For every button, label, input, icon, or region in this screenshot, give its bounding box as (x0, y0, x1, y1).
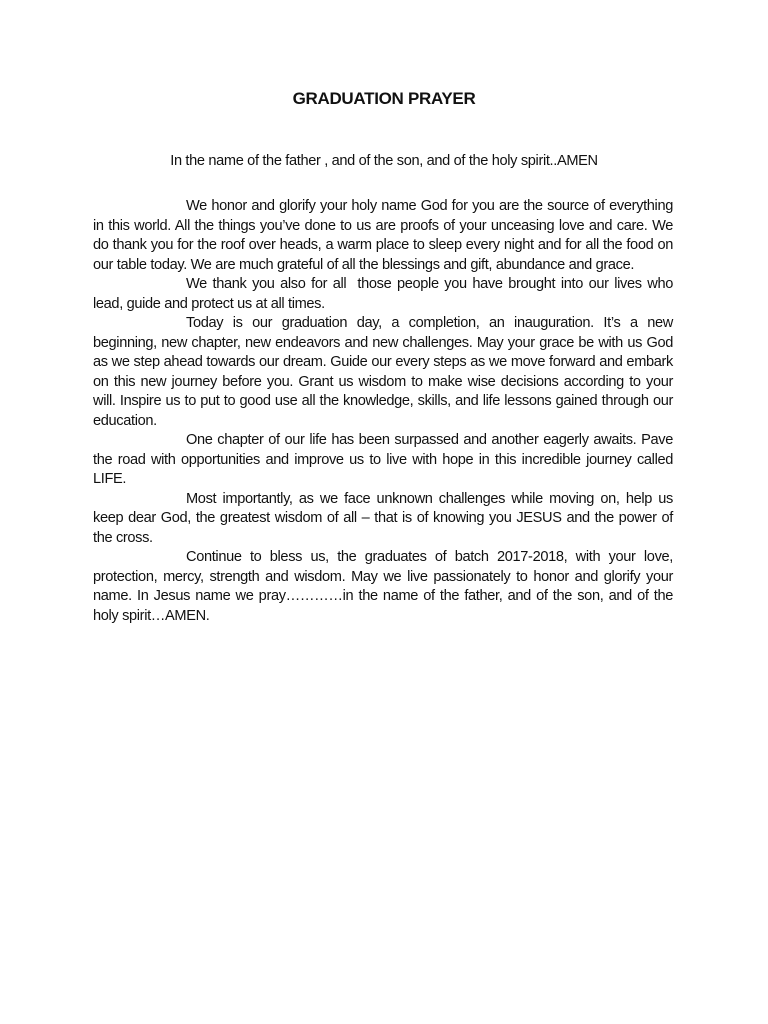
paragraph-3: Today is our graduation day, a completion, an inauguration. It’s a new beginning, new chapter, new endeavors and new challenges. May your grace be with us God as we step ahead towards our dream. Guide our every steps as we move forward and embark on this new journey before you. Grant us wisdom to make wise decisions according to your will. Inspire us to put to good use all the knowledge, skills, and life lessons gained through our education. (93, 315, 677, 429)
paragraph-1: We honor and glorify your holy name God for you are the source of everything in this world. All the things you’ve done to us are proofs of your unceasing love and care. We do thank you for the roof over heads, a warm place to sleep every night and for all the food on our table today. We are much grateful of all the blessings and gift, abundance and grace. (93, 198, 677, 273)
paragraph-5: Most importantly, as we face unknown challenges while moving on, help us keep dear God, the greatest wisdom of all – that is of knowing you JESUS and the power of the cross. (93, 490, 677, 546)
paragraph-6: Continue to bless us, the graduates of batch 2017-2018, with your love, protection, mercy, strength and wisdom. May we live passionately to honor and glorify your name. In Jesus name we pray…………in the name of the father, and of the son, and of the holy spirit…AMEN. (93, 549, 677, 624)
paragraph-4: One chapter of our life has been surpassed and another eagerly awaits. Pave the road with opportunities and improve us to live with hope in this incredible journey called LIFE. (93, 432, 677, 487)
document-title: GRADUATION PRAYER (292, 89, 476, 108)
invocation-line: In the name of the father , and of the son, and of the holy spirit..AMEN (170, 153, 598, 169)
paragraph-2: We thank you also for all those people you have brought into our lives who lead, guide and protect us at all times. (93, 276, 677, 312)
prayer-body (93, 197, 677, 626)
